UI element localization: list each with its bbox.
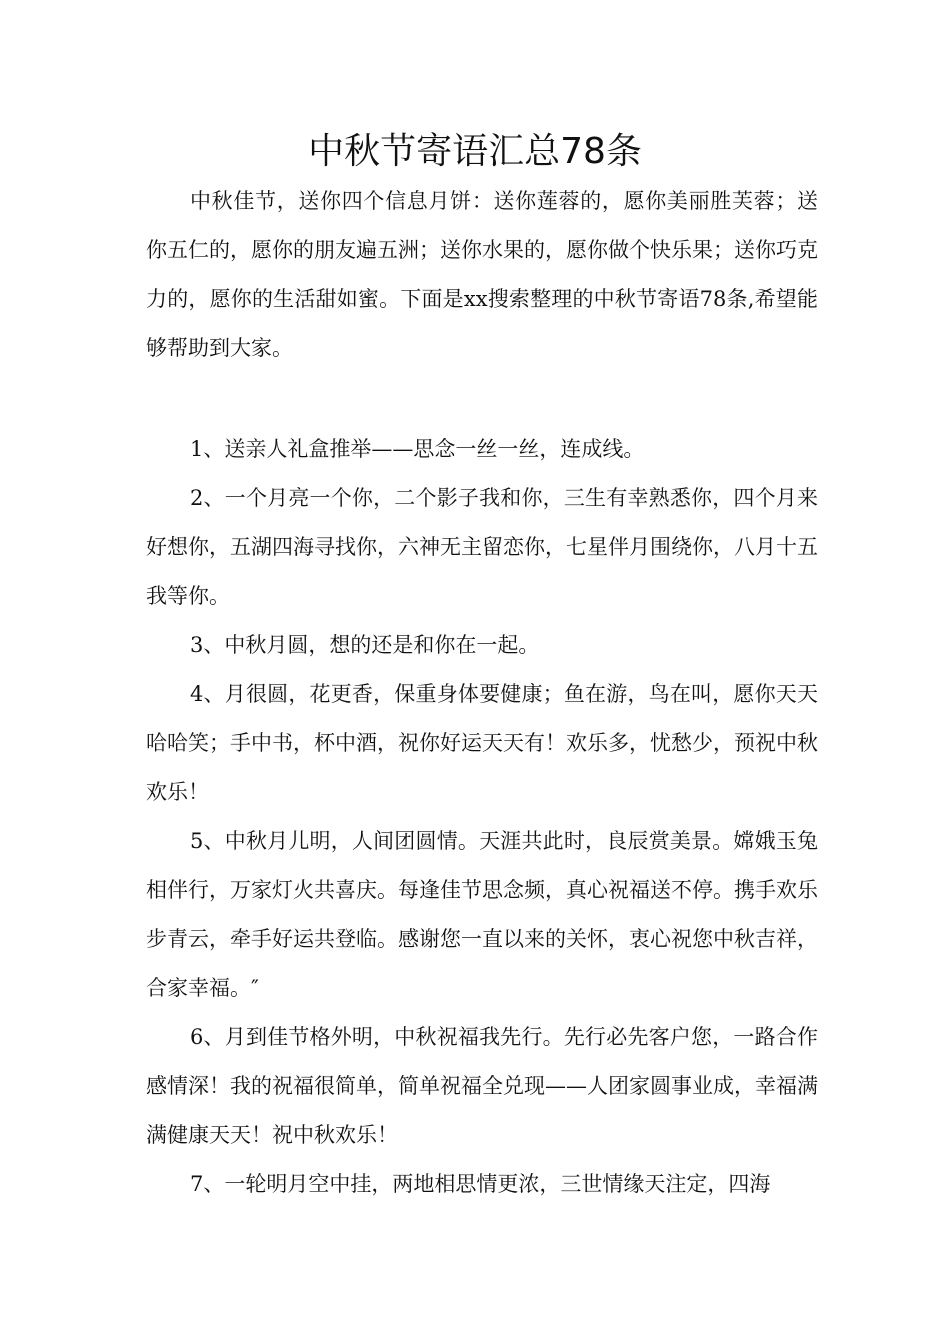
- list-item: 4、月很圆，花更香，保重身体要健康；鱼在游，鸟在叫，愿你天天哈哈笑；手中书，杯中酒，祝你好运天天有！欢乐多，忧愁少，预祝中秋欢乐！: [146, 682, 818, 804]
- list-item: 5、中秋月儿明，人间团圆情。天涯共此时，良辰赏美景。嫦娥玉兔相伴行，万家灯火共喜庆。每逢佳节思念频，真心祝福送不停。携手欢乐步青云，牵手好运共登临。感谢您一直以来的关怀，衷心祝您中秋吉祥，合家幸福。″: [146, 829, 818, 1000]
- list-item: 1、送亲人礼盒推举——思念一丝一丝，连成线。: [190, 437, 645, 461]
- document-title: 中秋节寄语汇总78条: [308, 131, 642, 172]
- list-item: 7、一轮明月空中挂，两地相思情更浓，三世情缘天注定，四海: [190, 1172, 771, 1196]
- intro-section: [146, 177, 818, 373]
- list-item: 2、一个月亮一个你，二个影子我和你，三生有幸熟悉你，四个月来好想你，五湖四海寻找你，六神无主留恋你，七星伴月围绕你，八月十五我等你。: [146, 486, 818, 608]
- intro-paragraph: 中秋佳节，送你四个信息月饼：送你莲蓉的，愿你美丽胜芙蓉；送你五仁的，愿你的朋友遍五洲；送你水果的，愿你做个快乐果；送你巧克力的，愿你的生活甜如蜜。下面是xx搜索整理的中秋节寄语78条,希望能够帮助到大家。: [146, 189, 818, 360]
- list-item: 6、月到佳节格外明，中秋祝福我先行。先行必先客户您，一路合作感情深！我的祝福很简单，简单祝福全兑现——人团家圆事业成，幸福满满健康天天！祝中秋欢乐！: [146, 1025, 818, 1147]
- list-item: 3、中秋月圆，想的还是和你在一起。: [190, 633, 540, 657]
- greetings-list: [146, 425, 818, 1209]
